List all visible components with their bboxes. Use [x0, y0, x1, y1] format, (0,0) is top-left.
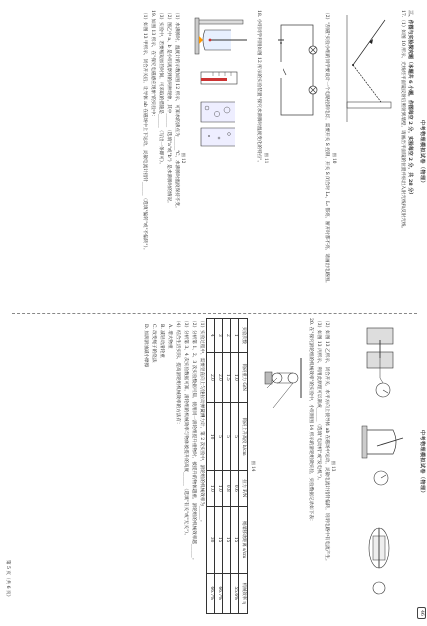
right-column: [12, 318, 415, 614]
figure-13-caption: 图 13: [331, 460, 337, 472]
table-cell: [223, 573, 231, 613]
question-20-intro: 20. 在"探究滑轮组的机械效率"的实验中，小明用图 14 所示的滑轮组做实验，实验数据记录如下表：: [307, 318, 313, 524]
table-cell: 1.0: [231, 352, 239, 402]
question-18-part3: （3）实验中，若要缩短加热时间，可采取的措施是______（写出一条即可）。: [157, 10, 163, 167]
table-cell: 2: [223, 319, 231, 353]
table-cell: 10: [206, 403, 214, 471]
table-cell: 1.0: [214, 471, 222, 506]
table-cell: 1.5: [223, 352, 231, 402]
left-column: [12, 10, 415, 306]
section-title: 三、作图与实验探究题（本题共 6 小题，作图每空 2 分，实验每空 2 分，共 28 分）: [407, 10, 413, 198]
table-cell: 15: [223, 506, 231, 573]
header-banner-right: 中考物理模拟试卷（物理）: [419, 430, 425, 497]
header-banner-left: 中考物理模拟试卷（物理）: [419, 120, 425, 187]
question-18-part2: （2）图乙中 a、b 是小明观察到的两种现象，其中______（选填"a"或"b"）是水沸腾时的情况。: [165, 10, 171, 206]
figure-14-pulley-system: [263, 318, 303, 438]
figure-12-caption: 图 12: [181, 152, 187, 164]
page-badge: 46: [417, 607, 426, 619]
question-19-part2: （2）如图 13 乙所示，闭合开关，水平方向上使导体 ab 在磁场中运动，灵敏电流计指针偏转，说明电路中有电流产生。: [323, 318, 329, 564]
question-19-part1: （1）如图 13 甲所示，闭合开关后，让导体 ab 在磁场中上下运动，灵敏电流计指针______（选填"偏转"或"不偏转"）。: [141, 10, 147, 253]
table-cell: 66.7%: [206, 573, 214, 613]
question-20-part4: （4）结合生活实际，提高滑轮组机械效率的方法有：: [174, 318, 180, 427]
table-header-cell: 拉力 F/N: [239, 471, 247, 506]
figure-13-induction-setups: [343, 318, 413, 608]
table-cell: 0.6: [231, 471, 239, 506]
table-cell: 66.7%: [214, 573, 222, 613]
table-header-cell: 机械效率 η: [239, 573, 247, 613]
table-header-cell: 实验次数: [239, 319, 247, 353]
table-header-row: [239, 319, 247, 614]
table-cell: 15: [231, 506, 239, 573]
table-row: [214, 319, 222, 614]
question-17-part1: 17.（1）如图 10 所示，光线经平面镜反射后照射到墙壁，请画出平面镜的位置并标出入射光线和反射光线。: [400, 10, 406, 232]
table-cell: 5: [214, 403, 222, 471]
figure-14-caption: 图 14: [251, 460, 257, 472]
table-cell: 5: [223, 403, 231, 471]
question-20-part1: （1）实验过程中，需要竖直向上匀速拉动弹簧测力计，第 2 次实验中，滑轮组的机械效率为______。: [198, 318, 204, 525]
table-cell: 3: [214, 319, 222, 353]
question-20-part2: （2）分析第 1、2、3 次实验数据可知，使用同一滑轮组提升重物时，被提升的物体越重，滑轮组的机械效率越______。: [190, 318, 196, 563]
option-c: C. 改变绳子的绕法: [151, 324, 157, 363]
table-header-cell: 钩码上升高度 h/cm: [239, 403, 247, 471]
question-17-part2: （2）"刮磁"实验小组的同学要设计一个电路控制电灯，需要开关 S 控制，开关 S 闭合时 L₁、L₂ 都亮，断开时都不亮，请画出电路图。: [324, 10, 330, 286]
question-18-part1: （1）水沸腾时，温度计的示数如图 12 所示，可知水的沸点为______℃，水沸腾时温度保持不变。: [173, 10, 179, 211]
option-d: D. 加润滑油减小摩擦: [143, 324, 149, 368]
figure-11-caption: 图 11: [263, 152, 269, 164]
table-cell: 0.8: [223, 471, 231, 506]
table-header-cell: 绳端移动距离 s/cm: [239, 506, 247, 573]
table-cell: 30: [206, 506, 214, 573]
table-header-cell: 钩码重力 G/N: [239, 352, 247, 402]
figure-10-caption: 图 10: [331, 152, 337, 164]
table-row: [231, 319, 239, 614]
table-row: [223, 319, 231, 614]
table-cell: 2.0: [206, 352, 214, 402]
figure-11-circuit: [275, 10, 319, 130]
figure-10-light-ray: [343, 10, 395, 130]
figure-12-boiling-setup: [193, 10, 251, 150]
question-19-part3: （3）如图 13 丙所示，利用此原理可以制成______（选填"电动机"或"发电机"）。: [315, 318, 321, 483]
pulley-data-table: [206, 318, 248, 614]
question-18-intro: 18. 小明同学利用如图 12 所示的实验装置"探究水沸腾时温度变化的特点"。: [256, 10, 262, 165]
page-footer: 第 5 页（共 6 页）: [5, 560, 10, 600]
question-19-intro: 19. 如图 13 所示，在"探究电磁感应现象"的实验中：: [149, 10, 155, 120]
table-cell: 4: [206, 319, 214, 353]
table-cell: 2.0: [214, 352, 222, 402]
option-b: B. 减轻动滑轮重: [159, 324, 165, 358]
option-a: A. 增大物重: [166, 324, 172, 349]
table-cell: 5: [231, 403, 239, 471]
table-cell: 15: [214, 506, 222, 573]
table-cell: 55.6%: [231, 573, 239, 613]
column-divider: [12, 313, 417, 314]
question-20-part3: （3）分析第 3、4 次实验数据可知，滑轮组的机械效率与物体被提升的高度______（选填"有关"或"无关"）。: [182, 318, 188, 538]
table-row: [206, 319, 214, 614]
table-cell: 1.0: [206, 471, 214, 506]
table-cell: 1: [231, 319, 239, 353]
